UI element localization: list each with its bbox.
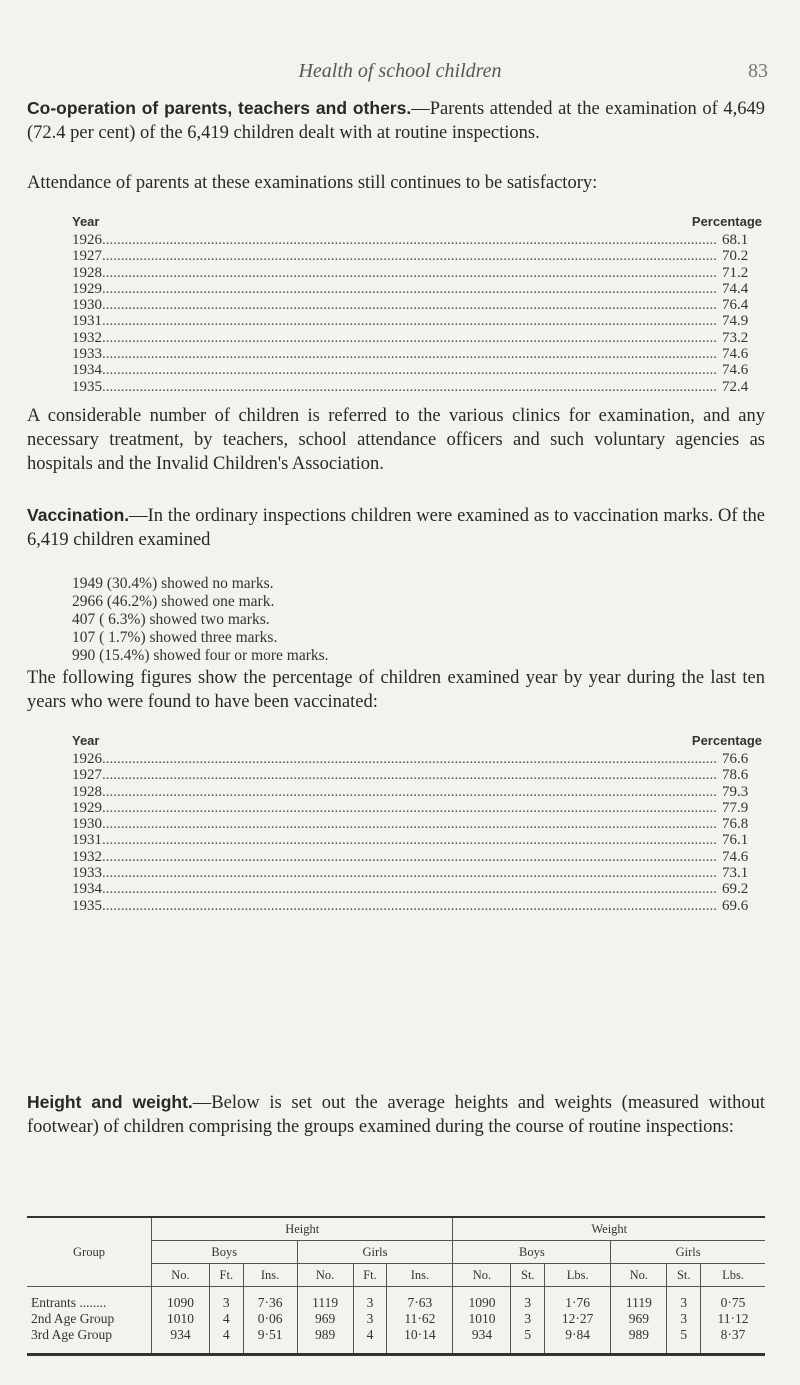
percentage-value: 71.2 [722,264,749,281]
leader-dots [102,313,718,329]
year-value: 1931 [72,832,102,849]
percentage-value: 69.2 [722,881,749,898]
sub-ft: Ft. [209,1264,243,1287]
leader-dots [102,379,718,395]
cooperation-heading: Co-operation of parents, teachers and others. [27,98,412,118]
table-cell: 3 [667,1287,701,1312]
group-cell: Entrants ........ [31,1295,107,1310]
list-item [72,281,762,297]
height-weight-paragraph [27,1090,765,1139]
table-cell: 7·63 [387,1287,453,1312]
table-cell: 3 [511,1311,545,1327]
table-cell: 1010 [152,1311,210,1327]
percentage-value: 72.4 [722,378,749,395]
parents-attendance-list [72,214,762,395]
list-item [72,248,762,264]
leader-dots [102,849,718,865]
referral-paragraph: A considerable number of children is referred to the various clinics for examination, and any necessary treatment, by teachers, school attendance officers and such voluntary agencies as hospitals and the Invalid Children's Association. [27,406,765,474]
table-cell: 11·62 [387,1311,453,1327]
year-value: 1932 [72,329,102,346]
height-weight-table [27,1216,765,1356]
percentage-value: 70.2 [722,248,749,265]
sub-st: St. [667,1264,701,1287]
vaccination-heading: Vaccination. [27,505,130,525]
sub-ft: Ft. [353,1264,387,1287]
leader-dots [102,784,718,800]
year-value: 1927 [72,248,102,265]
sub-no: No. [297,1264,353,1287]
vaccination-mark-line: 407 ( 6.3%) showed two marks. [72,611,270,628]
table-row [27,1287,765,1312]
percentage-value: 68.1 [722,232,749,248]
list-item [72,313,762,329]
year-value: 1935 [72,378,102,395]
percentage-value: 78.6 [722,767,749,784]
table-cell: 10·14 [387,1327,453,1355]
table-cell: 9·84 [545,1327,611,1355]
year-value: 1928 [72,783,102,800]
leader-dots [102,751,718,767]
table-cell: 989 [611,1327,667,1355]
year-value: 1929 [72,799,102,816]
table-cell: 7·36 [243,1287,297,1312]
weight-boys-header: Boys [453,1241,611,1264]
table-cell: 9·51 [243,1327,297,1355]
year-value: 1927 [72,767,102,784]
year-value: 1933 [72,865,102,882]
height-weight-text: —Below is set out the average heights and weights (measured without footwear) of children comprising the groups examined during the course of routine inspections: [27,1093,765,1137]
percentage-value: 76.1 [722,832,749,849]
table-cell: 1090 [453,1287,511,1312]
sub-st: St. [511,1264,545,1287]
list-item [72,881,762,897]
table-cell: 3 [667,1311,701,1327]
leader-dots [102,800,718,816]
leader-dots [102,297,718,313]
cooperation-text: —Parents attended at the examination of 4,649 (72.4 per cent) of the 6,419 children dealt with at routine inspections. [27,99,765,143]
vaccination-mark-line: 2966 (46.2%) showed one mark. [72,593,275,610]
group-cell: 2nd Age Group [31,1311,115,1326]
sub-no: No. [453,1264,511,1287]
table-cell: 989 [297,1327,353,1355]
year-value: 1926 [72,232,102,248]
weight-header: Weight [453,1217,765,1241]
table-cell: 1119 [611,1287,667,1312]
list-item [72,832,762,848]
percentage-value: 74.4 [722,280,749,297]
vaccination-mark-line: 990 (15.4%) showed four or more marks. [72,647,329,664]
leader-dots [102,281,718,297]
year-value: 1928 [72,264,102,281]
list-header [72,733,762,751]
group-header: Group [27,1217,152,1287]
vaccination-text: —In the ordinary inspections children were examined as to vaccination marks. Of the 6,419 children examined [27,506,765,550]
table-row [27,1327,765,1355]
percentage-value: 79.3 [722,783,749,800]
percentage-value: 74.6 [722,346,749,363]
year-value: 1931 [72,313,102,330]
table-cell: 934 [152,1327,210,1355]
group-cell: 3rd Age Group [31,1327,112,1342]
year-value: 1934 [72,881,102,898]
parents-intro: Attendance of parents at these examinations still continues to be satisfactory: [27,173,598,193]
sub-ins: Ins. [243,1264,297,1287]
vaccination-mark-line: 107 ( 1.7%) showed three marks. [72,629,278,646]
list-item [72,898,762,914]
height-boys-header: Boys [152,1241,298,1264]
leader-dots [102,232,718,248]
year-value: 1935 [72,897,102,914]
year-value: 1933 [72,346,102,363]
list-header [72,214,762,232]
percentage-value: 77.9 [722,799,749,816]
percentage-column-header: Percentage [691,733,762,748]
list-item [72,379,762,395]
percentage-column-header: Percentage [691,214,762,229]
table-cell: 3 [353,1311,387,1327]
leader-dots [102,248,718,264]
height-weight-heading: Height and weight. [27,1092,193,1112]
leader-dots [102,898,718,914]
list-item [72,265,762,281]
table-cell: 12·27 [545,1311,611,1327]
height-header: Height [152,1217,453,1241]
table-cell: 5 [667,1327,701,1355]
leader-dots [102,881,718,897]
table-cell: 1119 [297,1287,353,1312]
table-cell: 934 [453,1327,511,1355]
percentage-value: 74.9 [722,313,749,330]
percentage-value: 69.6 [722,897,749,914]
list-item [72,751,762,767]
table-cell: 5 [511,1327,545,1355]
year-value: 1929 [72,280,102,297]
list-item [72,784,762,800]
year-value: 1926 [72,751,102,767]
table-cell: 11·12 [701,1311,765,1327]
table-cell: 4 [353,1327,387,1355]
sub-no: No. [152,1264,210,1287]
percentage-value: 76.4 [722,297,749,314]
percentage-value: 74.6 [722,362,749,379]
table-body [27,1287,765,1355]
list-item [72,767,762,783]
vaccination-intro: The following figures show the percentage of children examined year by year during the last ten years who were found to have been vaccinated: [27,668,765,712]
table-cell: 3 [209,1287,243,1312]
list-item [72,330,762,346]
list-item [72,816,762,832]
list-item [72,865,762,881]
page-number: 83 [748,60,768,82]
sub-lbs: Lbs. [545,1264,611,1287]
height-girls-header: Girls [297,1241,453,1264]
table-cell: 3 [511,1287,545,1312]
leader-dots [102,346,718,362]
table-cell: 4 [209,1311,243,1327]
table-cell: 969 [297,1311,353,1327]
table-cell: 0·06 [243,1311,297,1327]
year-value: 1930 [72,816,102,833]
table-cell: 969 [611,1311,667,1327]
year-column-header: Year [72,214,100,229]
list-item [72,297,762,313]
leader-dots [102,330,718,346]
percentage-value: 76.8 [722,816,749,833]
leader-dots [102,832,718,848]
sub-lbs: Lbs. [701,1264,765,1287]
year-value: 1934 [72,362,102,379]
table-cell: 3 [353,1287,387,1312]
vaccination-paragraph [27,503,765,552]
running-title: Health of school children [298,60,502,82]
list-item [72,346,762,362]
leader-dots [102,816,718,832]
year-column-header: Year [72,733,100,748]
leader-dots [102,865,718,881]
running-header [0,60,800,83]
table-cell: 1090 [152,1287,210,1312]
list-item [72,232,762,248]
leader-dots [102,265,718,281]
list-item [72,849,762,865]
percentage-value: 74.6 [722,848,749,865]
year-value: 1930 [72,297,102,314]
percentage-value: 73.2 [722,329,749,346]
table-cell: 0·75 [701,1287,765,1312]
table-cell: 1010 [453,1311,511,1327]
list-item [72,362,762,378]
table-row [27,1311,765,1327]
sub-no: No. [611,1264,667,1287]
leader-dots [102,362,718,378]
percentage-value: 73.1 [722,865,749,882]
table-cell: 4 [209,1327,243,1355]
year-value: 1932 [72,848,102,865]
list-item [72,800,762,816]
table-cell: 8·37 [701,1327,765,1355]
sub-ins: Ins. [387,1264,453,1287]
table-cell: 1·76 [545,1287,611,1312]
percentage-value: 76.6 [722,751,749,767]
leader-dots [102,767,718,783]
cooperation-paragraph [27,96,765,145]
vaccination-percentage-list [72,733,762,914]
weight-girls-header: Girls [611,1241,765,1264]
vaccination-mark-line: 1949 (30.4%) showed no marks. [72,575,274,592]
